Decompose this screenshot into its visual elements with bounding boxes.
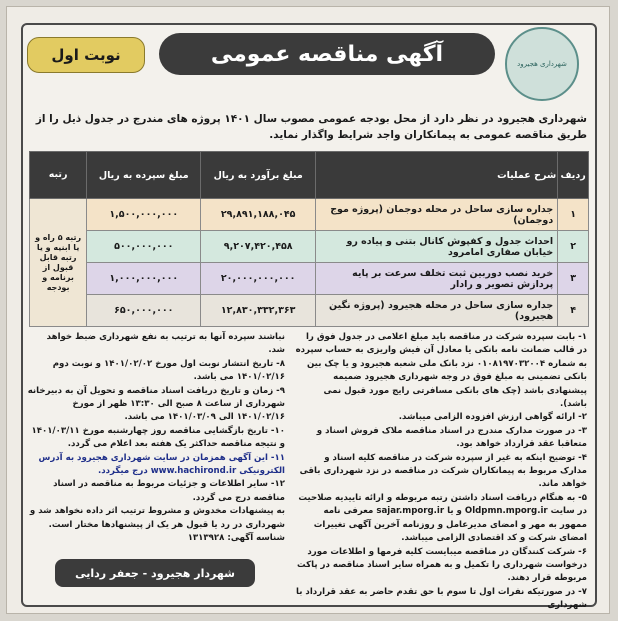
mayor-signature: شهردار هجیرود - جعفر ردایی <box>55 559 255 587</box>
row-number: ۱ <box>558 199 589 231</box>
condition-item: نباشند سپرده آنها به ترتیب به نفع شهرداری ضبط خواهد شد. <box>46 332 285 356</box>
rank-cell: رتبه ۵ راه و یا ابنیه و یا رتبه قابل قبول از برنامه و بودجه <box>30 199 87 327</box>
table-row <box>30 263 589 295</box>
conditions-left-column <box>27 331 285 546</box>
condition-item: ۳- در صورت مدارک مندرج در اسناد مناقصه ملاک فروش اسناد و متعاقبا عقد قرارداد خواهد بود. <box>316 425 587 450</box>
condition-item: ۲- ارائه گواهی ارزش افزوده الزامی میباشد. <box>398 412 587 423</box>
header-row-number: ردیف <box>558 152 589 199</box>
condition-item: ۱۱- این آگهی همزمان در سایت شهرداری هجیرود به آدرس الکترونیکی www.hachirond.ir درج میگردد. <box>38 452 285 477</box>
municipality-logo <box>505 27 579 101</box>
condition-item: به پیشنهادات مخدوش و مشروط ترتیب اثر داده نخواهد شد و شهرداری در رد یا قبول هر یک از پیشنهادها مختار است. <box>29 506 285 530</box>
row-deposit: ۱,۵۰۰,۰۰۰,۰۰۰ <box>87 199 201 231</box>
condition-item: ۹- زمان و تاریخ دریافت اسناد مناقصه و تحویل آن به دبیرخانه شهرداری از ساعت ۸ صبح الی ۱۳:۳۰ ظهر از مورخ ۱۴۰۱/۰۲/۱۶ الی ۱۴۰۱/۰۳/۰۹ می باشد. <box>27 385 285 423</box>
condition-item: ۱۲- سایر اطلاعات و جزئیات مربوط به مناقصه در اسناد مناقصه درج می گردد. <box>53 479 285 503</box>
row-deposit: ۵۰۰,۰۰۰,۰۰۰ <box>87 231 201 263</box>
header-deposit: مبلغ سپرده به ریال <box>87 152 201 199</box>
table-header-row <box>30 152 589 199</box>
row-estimate: ۹,۲۰۷,۴۲۰,۴۵۸ <box>201 231 316 263</box>
ad-id: شناسه آگهی: ۱۳۱۳۹۲۸ <box>187 533 285 544</box>
row-description: جداره سازی ساحل در محله دوجمان (پروژه موج دوجمان) <box>316 199 558 231</box>
conditions-section <box>27 331 587 611</box>
logo-text: شهرداری هجیرود <box>517 59 567 68</box>
condition-item: ۸- تاریخ انتشار نوبت اول مورخ ۱۴۰۱/۰۲/۰۲ و نوبت دوم ۱۴۰۱/۰۲/۱۶ می باشد. <box>52 358 285 383</box>
row-estimate: ۲۹,۸۹۱,۱۸۸,۰۴۵ <box>201 199 316 231</box>
header-description: شرح عملیات <box>316 152 558 199</box>
condition-item: ۵- به هنگام دریافت اسناد داشتن رتبه مربوطه و ارائه تاییدیه صلاحیت در سایت Oldpmn.mporg.ir و یا sajar.mporg.ir معرفی نامه ممهور به مهر و امضای مدیرعامل و روزنامه آخرین آگهی تغییرات امضای شرکت و کد اقتصادی الزامی میباشد. <box>298 492 587 544</box>
condition-item: ۴- توضیح اینکه به غیر از سپرده شرکت در مناقصه کلیه اسناد و مدارک مربوط به پیمانکاران شرکت در مناقصه در نزد شهرداری باقی خواهد ماند. <box>299 452 587 490</box>
condition-item: ۷- در صورتیکه نفرات اول تا سوم با حق تقدم حاضر به عقد قرارداد با شهرداری <box>295 586 587 611</box>
row-deposit: ۱,۰۰۰,۰۰۰,۰۰۰ <box>87 263 201 295</box>
row-deposit: ۶۵۰,۰۰۰,۰۰۰ <box>87 295 201 327</box>
condition-item: ۱- بابت سپرده شرکت در مناقصه باید مبلغ اعلامی در جدول فوق را در قالب ضمانت نامه بانکی یا معادل آن فیش واریزی به حساب سپرده به شماره ۰۱۰۸۱۹۷۰۳۲۰۰۴ نزد بانک ملی شعبه هجیرود و یا چک بین بانکی تضمینی به مبلغ فوق در وجه شهرداری هجیرود ضمیمه پیشنهادی باشد (چک های بانکی مسافرتی رایج مورد قبول نمی باشد). <box>295 332 587 410</box>
intro-paragraph: شهرداری هجیرود در نظر دارد از محل بودجه عمومی مصوب سال ۱۴۰۱ پروژه های مندرج در جدول ذیل را از طریق مناقصه عمومی به پیمانکاران واجد شرایط واگذار نماید. <box>35 113 587 141</box>
row-number: ۴ <box>558 295 589 327</box>
table-row <box>30 231 589 263</box>
condition-item: ۶- شرکت کنندگان در مناقصه میبایست کلیه فرمها و اطلاعات مورد درخواست شهرداری را تکمیل و به همراه سایر اسناد مناقصه در پاکت مربوطه قرار دهند. <box>297 546 587 584</box>
row-description: جداره سازی ساحل در محله هجیرود (پروژه نگین هجیرود) <box>316 295 558 327</box>
row-number: ۲ <box>558 231 589 263</box>
conditions-right-column <box>295 331 587 613</box>
header-estimate: مبلغ برآورد به ریال <box>201 152 316 199</box>
edition-badge: نوبت اول <box>27 37 145 73</box>
row-number: ۳ <box>558 263 589 295</box>
page-title: آگهی مناقصه عمومی <box>159 33 495 75</box>
header-rank: رتبه <box>30 152 87 199</box>
condition-item: ۱۰- تاریخ بازگشایی مناقصه روز چهارشنبه مورخ ۱۴۰۱/۰۳/۱۱ و نتیجه مناقصه حداکثر یک هفته بعد اعلام می گردد. <box>31 425 285 450</box>
table-row <box>30 295 589 327</box>
advertisement-page <box>6 6 610 614</box>
row-description: خرید نصب دوربین ثبت تخلف سرعت بر پایه پردازش تصویر و رادار <box>316 263 558 295</box>
row-description: احداث جدول و کفپوش کانال بتنی و پیاده رو خیابان صفاری امامرود <box>316 231 558 263</box>
table-row <box>30 199 589 231</box>
tender-table <box>29 151 589 327</box>
row-estimate: ۱۲,۸۳۰,۳۳۲,۳۶۳ <box>201 295 316 327</box>
row-estimate: ۲۰,۰۰۰,۰۰۰,۰۰۰ <box>201 263 316 295</box>
